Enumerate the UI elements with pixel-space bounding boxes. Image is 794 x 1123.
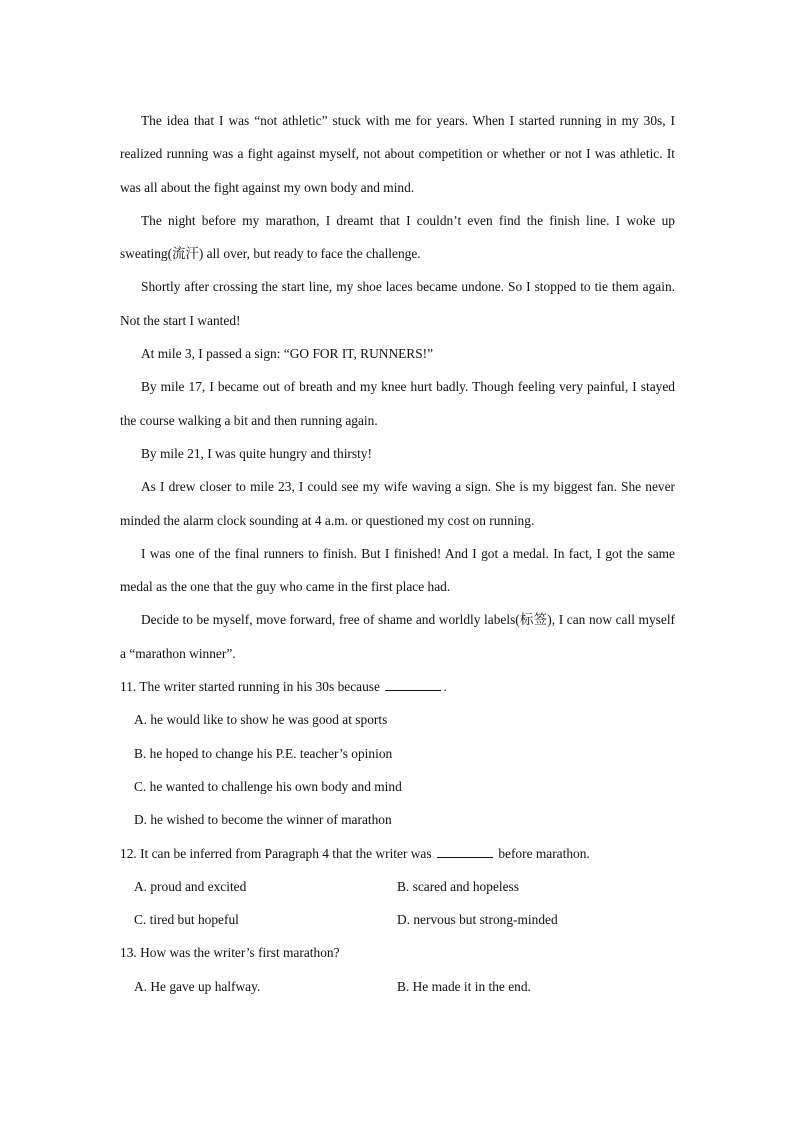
paragraph-2: The night before my marathon, I dreamt that I couldn’t even find the finish line. I woke up sweating(流汗) all over, but ready to face the challenge. (120, 212, 675, 262)
question-12 (120, 837, 675, 937)
question-12-option-c: C. tired but hopeful (134, 912, 239, 928)
paragraph-6: By mile 21, I was quite hungry and thirsty! (141, 445, 372, 461)
question-12-options-row-1 (120, 870, 675, 903)
paragraph-8: I was one of the final runners to finish. But I finished! And I got a medal. In fact, I got the same medal as the one that the guy who came in the first place had. (120, 545, 675, 595)
question-11 (120, 670, 675, 836)
question-13-option-a: A. He gave up halfway. (134, 978, 261, 994)
paragraph-9: Decide to be myself, move forward, free of shame and worldly labels(标签), I can now call myself a “marathon winner”. (120, 612, 675, 661)
answer-blank (385, 680, 441, 691)
question-11-option-d: D. he wished to become the winner of marathon (134, 812, 392, 828)
question-13-stem: 13. How was the writer’s first marathon? (120, 945, 340, 961)
question-11-option-b: B. he hoped to change his P.E. teacher’s opinion (134, 745, 393, 761)
question-11-option-a: A. he would like to show he was good at sports (134, 712, 388, 728)
question-11-stem: 11. The writer started running in his 30s because . (120, 679, 447, 695)
question-12-stem: 12. It can be inferred from Paragraph 4 that the writer was before marathon. (120, 845, 590, 861)
reading-passage-page (120, 104, 675, 1003)
paragraph-5: By mile 17, I became out of breath and my knee hurt badly. Though feeling very painful, I stayed the course walking a bit and then running again. (120, 379, 675, 428)
paragraph-4: At mile 3, I passed a sign: “GO FOR IT, RUNNERS!” (141, 346, 434, 362)
question-12-option-d: D. nervous but strong-minded (397, 912, 558, 928)
question-12-option-b: B. scared and hopeless (397, 878, 519, 894)
paragraph-3: Shortly after crossing the start line, my shoe laces became undone. So I stopped to tie them again. Not the start I wanted! (120, 279, 675, 328)
question-13-options-row-1 (120, 970, 675, 1003)
paragraph-7: As I drew closer to mile 23, I could see my wife waving a sign. She is my biggest fan. She never minded the alarm clock sounding at 4 a.m. or questioned my cost on running. (120, 479, 675, 528)
question-13 (120, 936, 675, 1003)
question-13-option-b: B. He made it in the end. (397, 978, 531, 994)
question-12-option-a: A. proud and excited (134, 878, 247, 894)
paragraph-1: The idea that I was “not athletic” stuck with me for years. When I started running in my 30s, I realized running was a fight against myself, not about competition or whether or not I was athletic. It was all about the fight against my own body and mind. (120, 113, 675, 195)
question-11-option-c: C. he wanted to challenge his own body and mind (134, 778, 402, 794)
answer-blank (437, 847, 493, 858)
question-12-options-row-2 (120, 903, 675, 936)
